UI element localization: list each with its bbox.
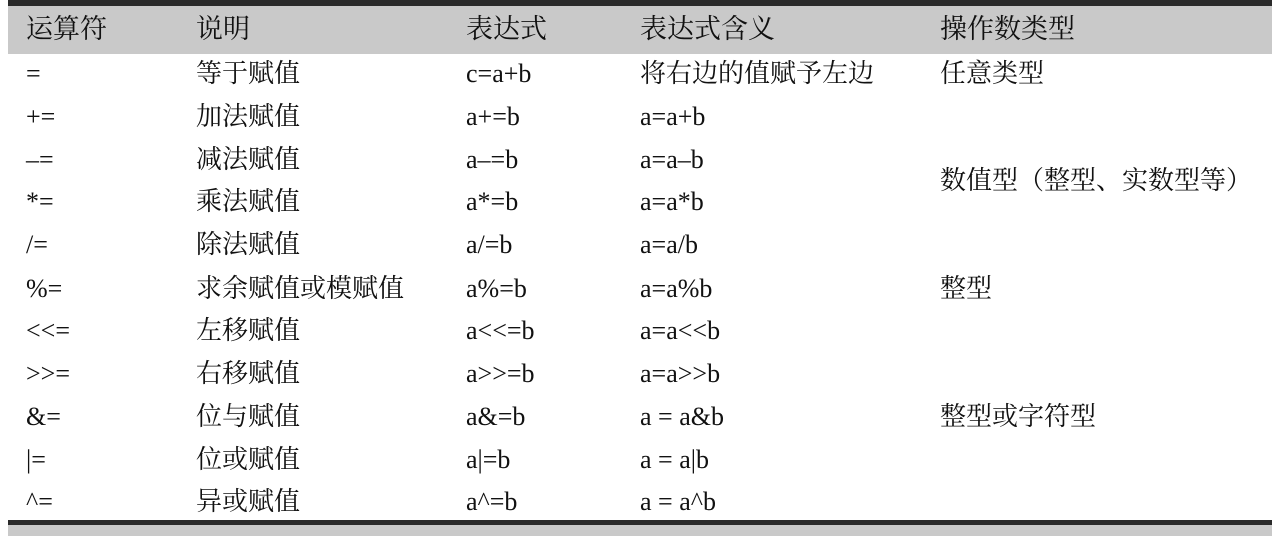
cell-operator: ^=: [26, 487, 53, 516]
cell-expression: a*=b: [466, 187, 519, 216]
cell-expression: a+=b: [466, 102, 520, 131]
cell-description: 位与赋值: [196, 402, 301, 432]
cell-meaning: a=a/b: [640, 230, 698, 259]
cell-operator: >>=: [26, 359, 70, 388]
header-description: 说明: [196, 14, 250, 45]
cell-meaning: a=a%b: [640, 274, 713, 303]
cell-description: 异或赋值: [196, 487, 301, 517]
cell-meaning: a=a*b: [640, 187, 704, 216]
cell-expression: a–=b: [466, 145, 519, 174]
cell-operator: |=: [26, 445, 46, 474]
cell-meaning: a=a>>b: [640, 359, 721, 388]
header-operator: 运算符: [26, 14, 107, 45]
cell-expression: a>>=b: [466, 359, 535, 388]
cell-expression: a/=b: [466, 230, 513, 259]
cell-description: 位或赋值: [196, 445, 301, 475]
table-bottom-band: [8, 525, 1272, 536]
header-expression-meaning: 表达式含义: [640, 14, 775, 45]
cell-operand-type-integer-or-char: 整型或字符型: [940, 402, 1097, 432]
cell-description: 除法赋值: [196, 230, 301, 260]
header-expression: 表达式: [466, 14, 547, 45]
cell-operand-type-numeric: 数值型（整型、实数型等）: [940, 166, 1253, 196]
cell-expression: c=a+b: [466, 59, 532, 88]
cell-meaning: 将右边的值赋予左边: [640, 59, 875, 89]
cell-operand-type-integer: 整型: [940, 274, 993, 304]
cell-expression: a&=b: [466, 402, 526, 431]
cell-description: 加法赋值: [196, 102, 301, 132]
cell-operator: &=: [26, 402, 61, 431]
cell-meaning: a = a&b: [640, 402, 724, 431]
cell-meaning: a = a|b: [640, 445, 709, 474]
cell-operator: /=: [26, 230, 48, 259]
cell-operand-type-any: 任意类型: [940, 59, 1045, 89]
cell-operator: <<=: [26, 316, 70, 345]
cell-operator: %=: [26, 274, 63, 303]
cell-expression: a|=b: [466, 445, 511, 474]
cell-expression: a%=b: [466, 274, 527, 303]
cell-expression: a^=b: [466, 487, 518, 516]
cell-operator: –=: [26, 145, 54, 174]
cell-meaning: a=a<<b: [640, 316, 721, 345]
cell-meaning: a=a+b: [640, 102, 706, 131]
cell-meaning: a = a^b: [640, 487, 716, 516]
cell-expression: a<<=b: [466, 316, 535, 345]
cell-description: 左移赋值: [196, 316, 301, 346]
cell-description: 求余赋值或模赋值: [196, 274, 405, 304]
cell-description: 右移赋值: [196, 359, 301, 389]
cell-description: 等于赋值: [196, 59, 301, 89]
operator-table: [8, 0, 1272, 536]
cell-operator: +=: [26, 102, 56, 131]
cell-description: 乘法赋值: [196, 187, 301, 217]
cell-operator: =: [26, 59, 41, 88]
cell-description: 减法赋值: [196, 145, 301, 175]
cell-operator: *=: [26, 187, 54, 216]
header-operand-type: 操作数类型: [940, 14, 1075, 45]
cell-meaning: a=a–b: [640, 145, 704, 174]
